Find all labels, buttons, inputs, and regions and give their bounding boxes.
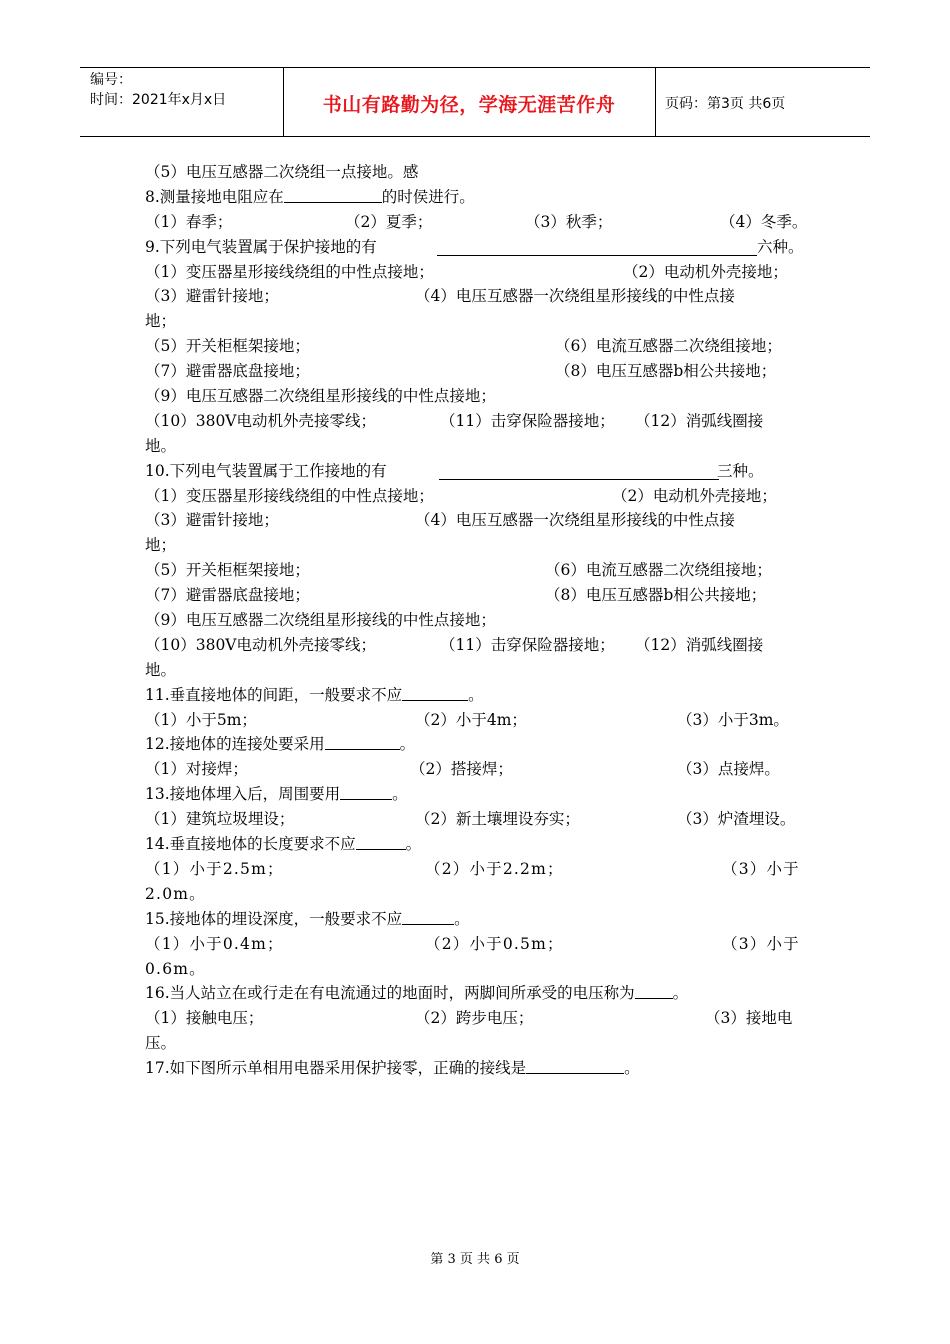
option-text: （1）接触电压； [145, 1009, 264, 1028]
text-line [145, 708, 815, 733]
option-text: （3）小于3m。 [677, 710, 789, 729]
line-text: 0.6m。 [145, 959, 206, 978]
text-line [145, 235, 815, 260]
text-line [145, 857, 815, 882]
option-text: （2）新土壤埋设夯实； [415, 810, 580, 829]
option-text: （1）小于2.5m； [145, 859, 284, 878]
line-text: 。 [468, 685, 484, 704]
option-text: （1）小于5m； [145, 710, 257, 729]
option-text: （2）电动机外壳接地； [612, 486, 777, 505]
option-text: （1）建筑垃圾埋设； [145, 810, 295, 829]
option-text: （11）击穿保险器接地； [440, 635, 615, 654]
line-text: （9）电压互感器二次绕组星形接线的中性点接地； [145, 611, 496, 630]
option-text: （3）秋季； [525, 212, 613, 231]
header-page-info: 页码：第3页 共6页 [665, 96, 786, 112]
text-line [145, 732, 815, 757]
text-line [145, 1006, 815, 1031]
option-text: （3）小于 [722, 859, 800, 878]
line-text: 11.垂直接地体的间距，一般要求不应 [145, 685, 403, 704]
text-line [145, 1031, 815, 1056]
header-left-cell [90, 70, 226, 110]
text-line [145, 334, 815, 359]
text-line [145, 981, 815, 1006]
answer-blank[interactable] [402, 908, 454, 925]
option-text: （1）对接焊； [145, 760, 248, 779]
option-text: 9.下列电气装置属于保护接地的有 [145, 237, 377, 256]
text-line [145, 484, 815, 509]
option-text: （10）380V电动机外壳接零线； [145, 635, 377, 654]
line-text: （5）电压互感器二次绕组一点接地。感 [145, 163, 419, 181]
option-text: （2）小于2.2m； [425, 859, 564, 878]
text-line [145, 832, 815, 857]
option-text: （10）380V电动机外壳接零线； [145, 411, 377, 430]
option-text: （1）变压器星形接线绕组的中性点接地； [145, 486, 434, 505]
text-line [145, 583, 815, 608]
text-line [145, 260, 815, 285]
text-line [145, 459, 815, 484]
option-text: （3）接地电 [705, 1009, 793, 1028]
text-line [145, 882, 815, 907]
answer-blank[interactable] [439, 463, 719, 480]
option-text: （2）小于4m； [415, 710, 527, 729]
text-line [145, 807, 815, 832]
line-text: （9）电压互感器二次绕组星形接线的中性点接地； [145, 387, 496, 406]
text-line [145, 558, 815, 583]
answer-blank[interactable] [356, 833, 406, 850]
text-line [145, 932, 815, 957]
option-text: （1）变压器星形接线绕组的中性点接地； [145, 262, 434, 281]
answer-blank[interactable] [437, 239, 757, 256]
text-line [145, 782, 815, 807]
answer-blank[interactable] [526, 1057, 624, 1074]
document-number-label: 编号： [90, 72, 132, 88]
option-text: （4）电压互感器一次绕组星形接线的中性点接 [415, 287, 735, 306]
line-text: 。 [405, 835, 422, 854]
text-line [145, 633, 815, 658]
option-text: （3）避雷针接地； [145, 287, 279, 306]
option-text: （6）电流互感器二次绕组接地； [545, 561, 772, 580]
option-text: （11）击穿保险器接地； [440, 411, 615, 430]
option-text: （1）春季； [145, 212, 233, 231]
page-footer: 第 3 页 共 6 页 [430, 1252, 520, 1267]
line-text: 。 [672, 984, 689, 1003]
text-line [145, 359, 815, 384]
line-text: 地。 [145, 660, 177, 679]
option-text: （7）避雷器底盘接地； [145, 362, 310, 381]
option-text: （5）开关柜框架接地； [145, 337, 310, 356]
text-line [145, 384, 815, 409]
line-text: 压。 [145, 1034, 177, 1053]
text-line [145, 757, 815, 782]
answer-blank[interactable] [284, 186, 382, 203]
answer-blank[interactable] [402, 684, 468, 701]
line-text: 14.垂直接地体的长度要求不应 [145, 835, 356, 854]
option-text: （3）炉渣埋设。 [677, 810, 796, 829]
option-text: （2）夏季； [345, 212, 433, 231]
line-text: 15.接地体的埋设深度，一般要求不应 [145, 909, 403, 928]
text-line [145, 284, 815, 309]
option-text: （2）小于0.5m； [425, 934, 564, 953]
text-line [145, 434, 815, 459]
answer-blank[interactable] [340, 783, 392, 800]
text-line [145, 683, 815, 708]
option-text: （12）消弧线圈接 [635, 411, 764, 430]
text-line [145, 1056, 815, 1081]
line-text: 2.0m。 [145, 884, 206, 903]
text-line [145, 508, 815, 533]
option-text: （1）小于0.4m； [145, 934, 284, 953]
option-text: 六种。 [757, 237, 804, 256]
answer-blank[interactable] [635, 982, 673, 999]
text-line [145, 160, 815, 185]
text-line [145, 907, 815, 932]
option-text: （3）点接焊。 [677, 760, 780, 779]
text-line [145, 409, 815, 434]
text-line [145, 533, 815, 558]
line-text: 16.当人站立在或行走在有电流通过的地面时，两脚间所承受的电压称为 [145, 984, 635, 1003]
page-header [80, 67, 870, 137]
line-text: 地； [145, 536, 177, 555]
header-motto: 书山有路勤为径，学海无涯苦作舟 [322, 94, 616, 116]
line-text: 。 [399, 735, 416, 754]
option-text: 三种。 [717, 461, 764, 480]
line-text: 。 [454, 909, 470, 928]
option-text: （8）电压互感器b相公共接地； [555, 362, 777, 381]
option-text: （7）避雷器底盘接地； [145, 586, 310, 605]
option-text: （8）电压互感器b相公共接地； [545, 586, 767, 605]
line-text: 地； [145, 312, 177, 331]
line-text: 的时侯进行。 [381, 187, 475, 206]
line-text: 12.接地体的连接处要采用 [145, 735, 325, 754]
question-body [145, 160, 815, 1081]
text-line [145, 658, 815, 683]
line-text: 。 [392, 785, 408, 804]
option-text: （12）消弧线圈接 [635, 635, 764, 654]
header-divider-right [655, 68, 656, 136]
option-text: （5）开关柜框架接地； [145, 561, 310, 580]
option-text: （2）电动机外壳接地； [623, 262, 788, 281]
line-text: 17.如下图所示单相用电器采用保护接零，正确的接线是 [145, 1059, 527, 1078]
text-line [145, 309, 815, 334]
option-text: （3）小于 [722, 934, 800, 953]
line-text: 8.测量接地电阻应在 [145, 187, 284, 206]
option-text: （3）避雷针接地； [145, 511, 279, 530]
line-text: 地。 [145, 436, 177, 455]
text-line [145, 957, 815, 982]
option-text: （6）电流互感器二次绕组接地； [555, 337, 782, 356]
option-text: （2）跨步电压； [415, 1009, 534, 1028]
line-text: 。 [624, 1059, 640, 1078]
text-line [145, 608, 815, 633]
option-text: 10.下列电气装置属于工作接地的有 [145, 461, 387, 480]
option-text: （4）冬季。 [720, 212, 808, 231]
option-text: （2）搭接焊； [410, 760, 513, 779]
document-date: 时间：2021年x月x日 [90, 92, 227, 108]
option-text: （4）电压互感器一次绕组星形接线的中性点接 [415, 511, 735, 530]
answer-blank[interactable] [325, 733, 400, 750]
line-text: 13.接地体埋入后，周围要用 [145, 785, 341, 804]
text-line [145, 185, 815, 210]
text-line [145, 210, 815, 235]
